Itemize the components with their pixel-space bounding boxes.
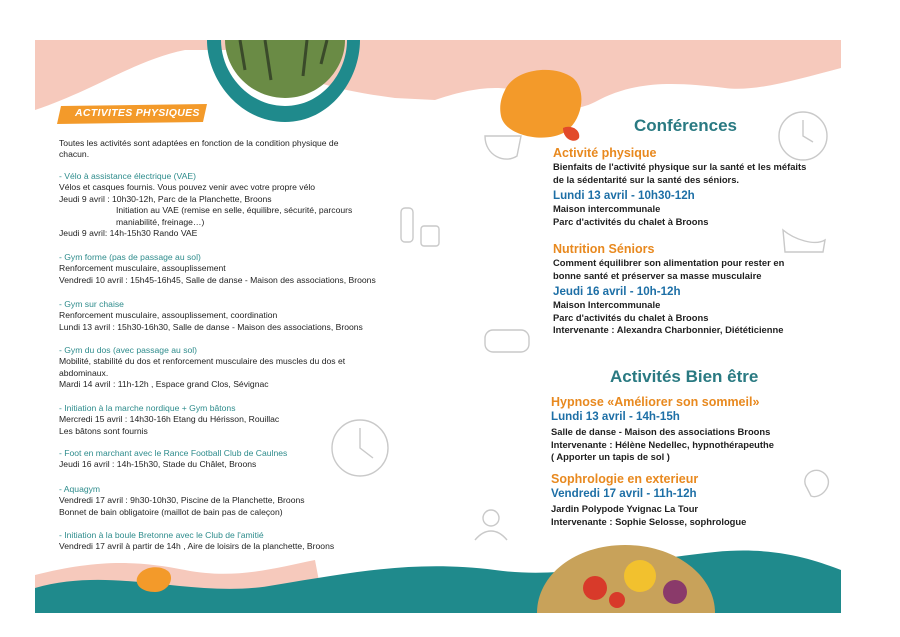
activity-foot: - Foot en marchant avec le Rance Football Club de Caulnes Jeudi 16 avril : 14h-15h30, Stade du Châlet, Broons	[59, 448, 288, 470]
atelier-sophrologie: Sophrologie en exterieur Vendredi 17 avril - 11h-12h Jardin Polypode Yvignac La Tour Intervenante : Sophie Selosse, sophrologue	[551, 472, 747, 527]
mat-icon	[485, 330, 529, 352]
yoga-icon	[483, 510, 499, 526]
activity-aquagym: - Aquagym Vendredi 17 avril : 9h30-10h30, Piscine de la Planchette, Broons Bonnet de bain obligatoire (maillot de bain pas de caleçon)	[59, 484, 305, 517]
activity-gym-dos: - Gym du dos (avec passage au sol) Mobilité, stabilité du dos et renforcement musculaire des muscles du dos et abdominaux. Mardi 14 avril : 11h-12h , Espace grand Clos, Sévignac	[59, 345, 346, 390]
shoe-icon	[783, 230, 825, 252]
conference-nutrition: Nutrition Séniors Comment équilibrer son alimentation pour rester en bonne santé et préserver sa masse musculaire Jeudi 16 avril - 10h-12h Maison Intercommunale Parc d'activités du chalet à Broons Intervenante : Alexandra Charbonnier, Diététicienne	[553, 242, 785, 336]
brochure-page	[35, 40, 841, 613]
activity-vae: - Vélo à assistance électrique (VAE) Vélos et casques fournis. Vous pouvez venir avec votre propre vélo Jeudi 9 avril : 10h30-12h, Parc de la Planchette, Broons Initiation au VAE (remise en selle, équilibre, sécurité, parcours maniabilité, freinage…) Jeudi 9 avril: 14h-15h30 Rando VAE	[59, 171, 353, 239]
activity-boule-bretonne: - Initiation à la boule Bretonne avec le Club de l'amitié Vendredi 17 avril à partir de 14h , Aire de loisirs de la planchette, Broons	[59, 530, 335, 552]
conference-activite-physique: Activité physique Bienfaits de l'activité physique sur la santé et les méfaits de la sédentarité sur la santé des séniors. Lundi 13 avril - 10h30-12h Maison intercommunale Parc d'activités du chalet à Broons	[553, 146, 807, 227]
cup-icon	[485, 136, 521, 159]
activity-gym-chaise: - Gym sur chaise Renforcement musculaire, assouplissement, coordination Lundi 13 avril : 15h30-16h30, Salle de danse - Maison des associations, Broons	[59, 299, 363, 332]
activites-banner	[57, 104, 212, 124]
jar-icon	[421, 226, 439, 246]
red-blob	[563, 127, 579, 141]
activity-title: - Vélo à assistance électrique (VAE)	[59, 171, 196, 181]
activites-bien-etre-title: Activités Bien être	[610, 367, 759, 386]
activity-marche-nordique: - Initiation à la marche nordique + Gym bâtons Mercredi 15 avril : 14h30-16h Etang du Hérisson, Rouillac Les bâtons sont fournis	[59, 403, 280, 436]
broccoli-icon	[805, 470, 829, 496]
conferences-title: Conférences	[634, 116, 737, 135]
atelier-hypnose: Hypnose «Améliorer son sommeil» Lundi 13 avril - 14h-15h Salle de danse - Maison des associations Broons Intervenante : Hélène Nedellec, hypnothérapeuthe ( Apporter un tapis de sol )	[551, 395, 774, 463]
banner-label: ACTIVITES PHYSIQUES	[75, 107, 200, 119]
activity-gym-forme: - Gym forme (pas de passage au sol) Renforcement musculaire, assouplissement Vendredi 10 avril : 15h45-16h45, Salle de danse - Maison des associations, Broons	[59, 252, 376, 285]
bottle-icon	[401, 208, 413, 242]
intro-text: Toutes les activités sont adaptées en fonction de la condition physique de chacun.	[59, 138, 339, 160]
pink-wave-top	[35, 40, 841, 110]
